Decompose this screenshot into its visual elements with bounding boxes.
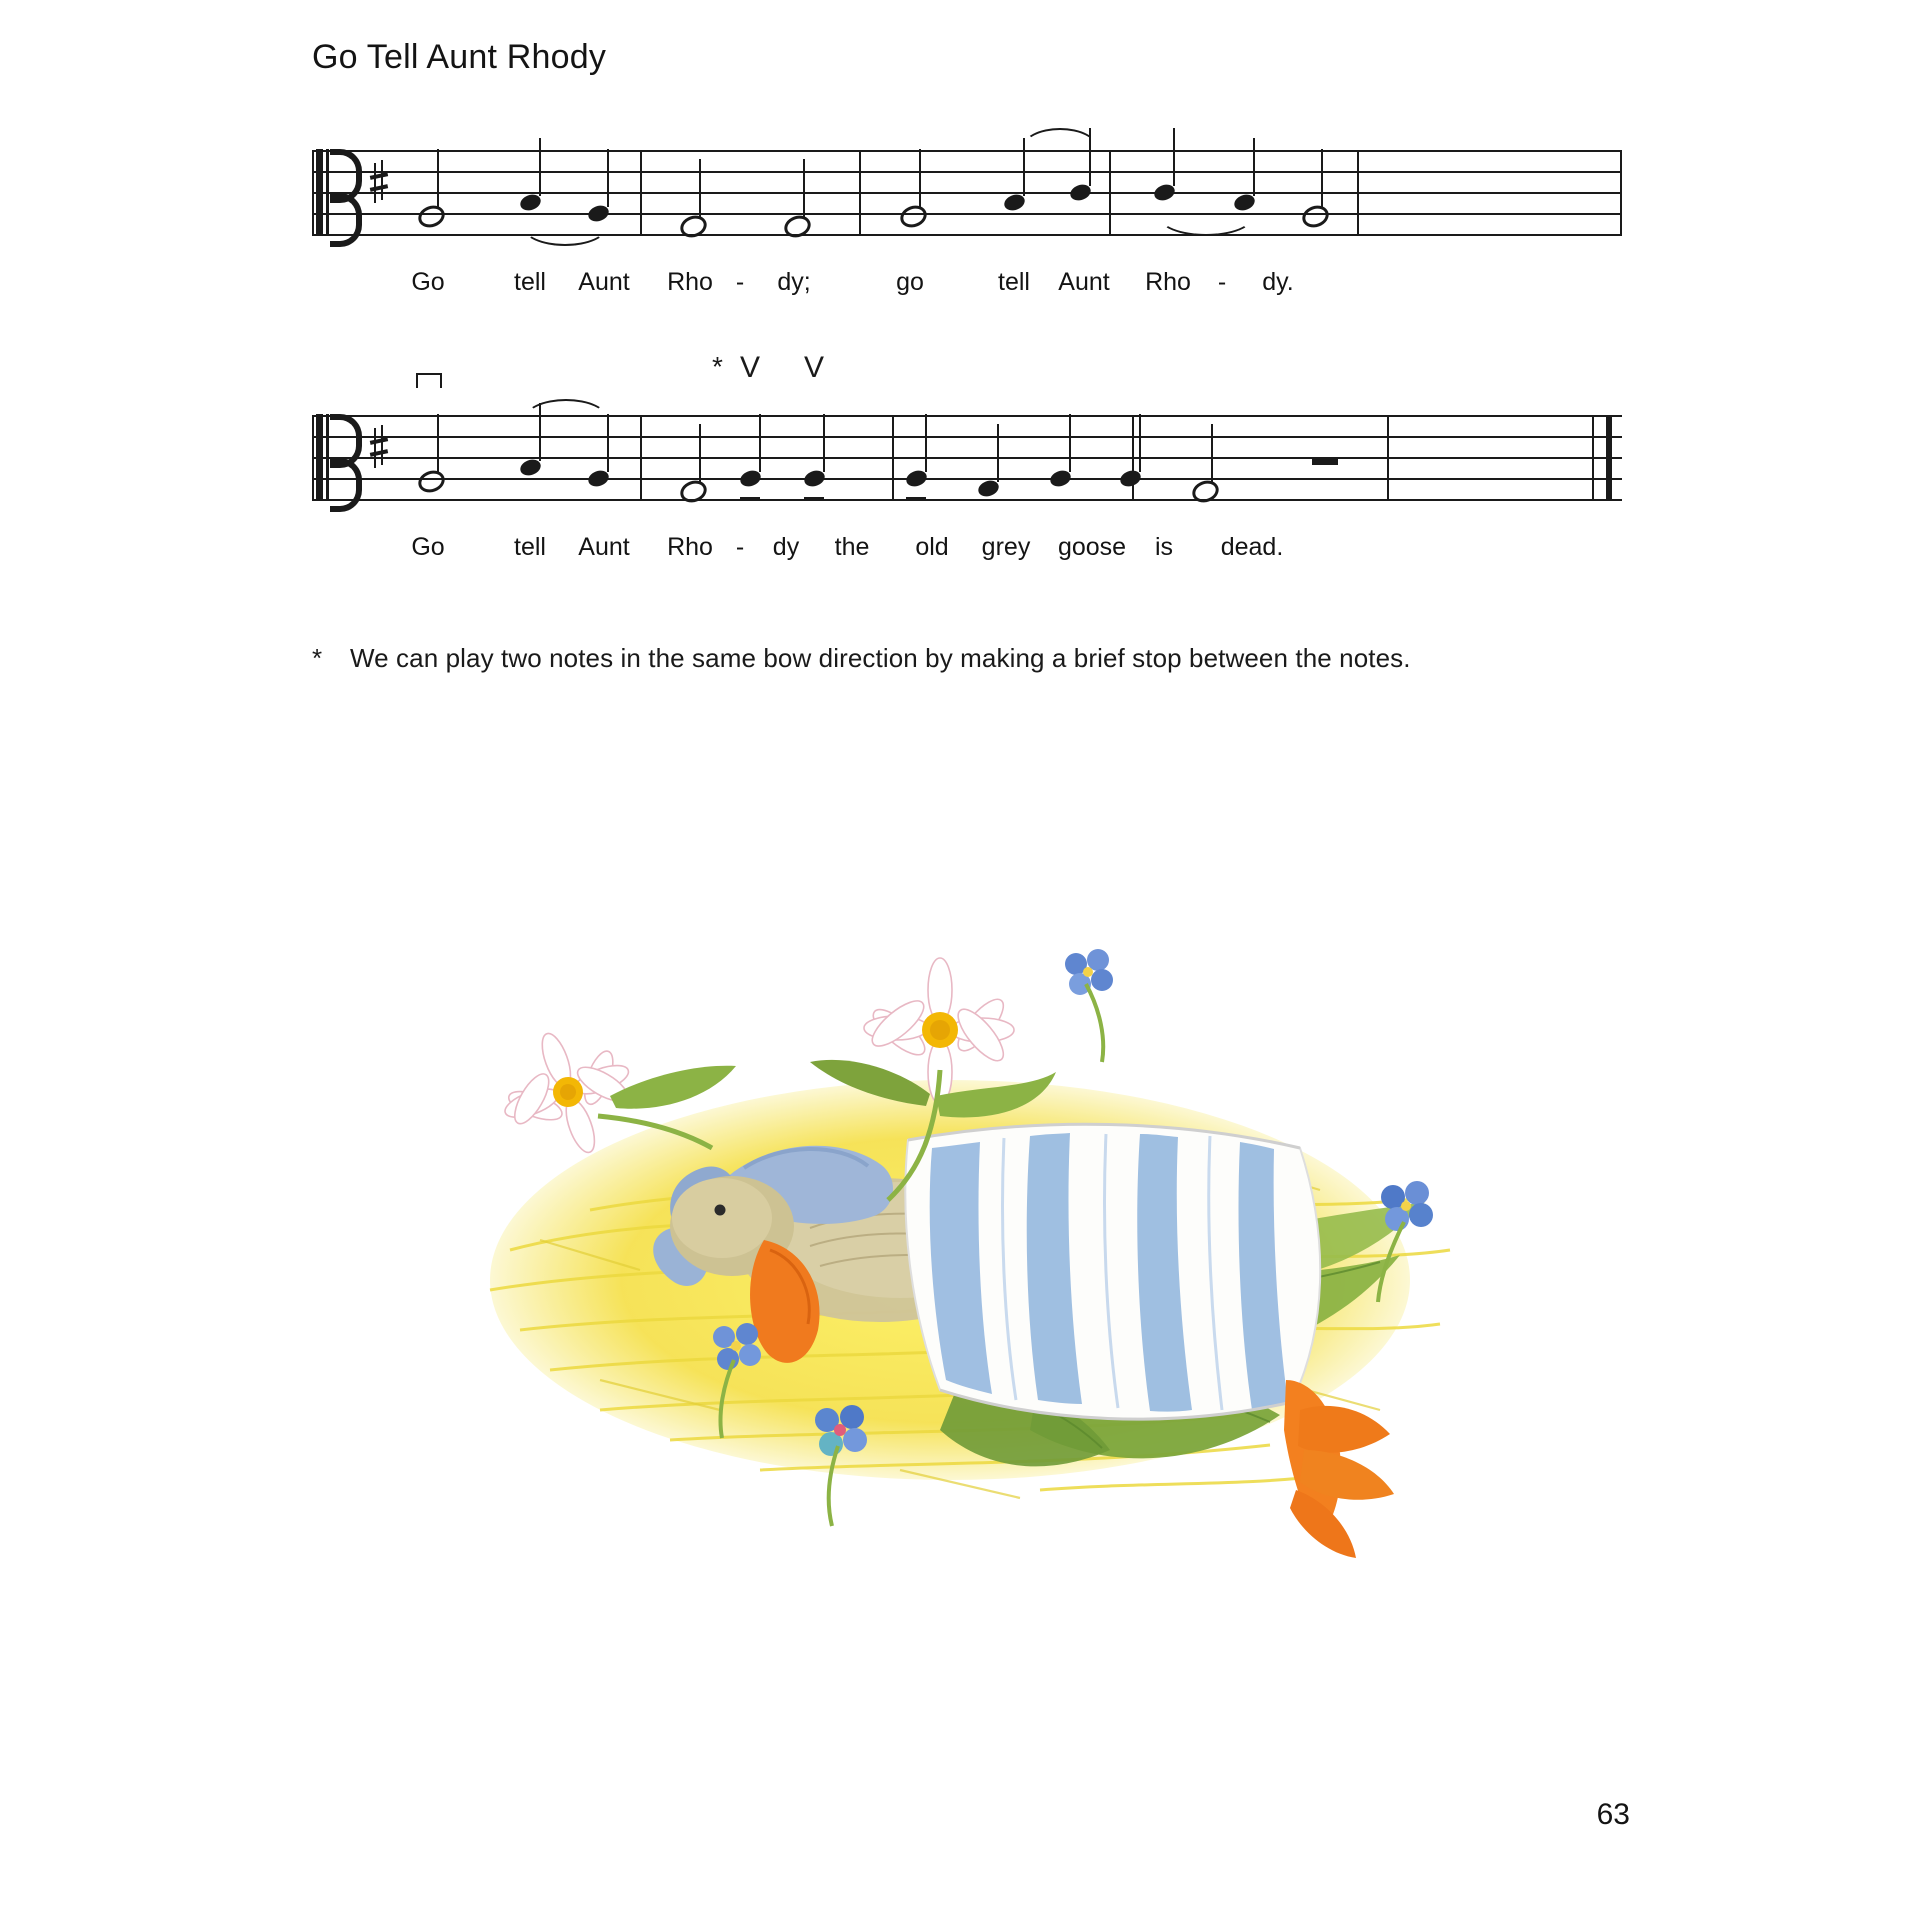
- tenuto-marking: [804, 497, 824, 500]
- lyric-syllable: old: [915, 533, 949, 561]
- lyric-syllable: Rho: [1145, 268, 1191, 296]
- lyric-syllable: Go: [411, 533, 445, 561]
- page-number: 63: [1596, 1798, 1630, 1831]
- half-rest: [1312, 457, 1338, 465]
- lyric-syllable: is: [1154, 533, 1174, 561]
- footnote-text: We can play two notes in the same bow direction by making a brief stop between the notes.: [350, 643, 1411, 673]
- staff-line: [312, 436, 1622, 438]
- final-barline: [1606, 415, 1612, 501]
- lyric-syllable: Rho: [667, 533, 713, 561]
- lyric-syllable: dy;: [777, 268, 811, 296]
- staff-line: [312, 499, 1622, 501]
- barline: [640, 150, 642, 236]
- footnote-marker: *: [312, 643, 323, 673]
- lyric-syllable: Rho: [667, 268, 713, 296]
- up-bow-marking: V: [804, 351, 825, 384]
- staff-line: [312, 192, 1622, 194]
- sleeping-goose-illustration: [340, 910, 1550, 1610]
- barline: [892, 415, 894, 501]
- lyric-syllable: go: [896, 268, 924, 296]
- staff-line: [312, 171, 1622, 173]
- barline: [1592, 415, 1594, 501]
- lyric-hyphen: -: [735, 533, 745, 561]
- asterisk-marking: *: [712, 351, 723, 382]
- lyric-hyphen: -: [1217, 268, 1227, 296]
- page-title: Go Tell Aunt Rhody: [312, 38, 607, 76]
- lyric-syllable: grey: [981, 533, 1031, 561]
- staff-line: [312, 478, 1622, 480]
- staff-line: [312, 150, 1622, 152]
- alto-clef-icon: [316, 147, 358, 239]
- staff-line: [312, 213, 1622, 215]
- up-bow-marking: V: [740, 351, 761, 384]
- footnote: [312, 640, 1632, 678]
- lyric-syllable: tell: [514, 268, 546, 296]
- slur: [1022, 128, 1098, 152]
- barline: [1387, 415, 1389, 501]
- barline: [1357, 150, 1359, 236]
- lyric-syllable: dy.: [1262, 268, 1294, 296]
- lyric-syllable: Go: [411, 268, 445, 296]
- alto-clef-icon: [316, 412, 358, 504]
- tenuto-marking: [906, 497, 926, 500]
- staff-lines: [312, 415, 1622, 503]
- barline: [640, 415, 642, 501]
- staff-line: [312, 234, 1622, 236]
- tenuto-marking: [740, 497, 760, 500]
- lyric-syllable: dy: [772, 533, 800, 561]
- staff-line: [312, 415, 1622, 417]
- staff-line: [312, 457, 1622, 459]
- lyric-syllable: Aunt: [578, 533, 630, 561]
- lyric-syllable: tell: [998, 268, 1030, 296]
- barline: [1620, 150, 1622, 236]
- barline: [1132, 415, 1134, 501]
- lyric-syllable: the: [834, 533, 870, 561]
- slur: [524, 399, 608, 423]
- lyric-hyphen: -: [735, 268, 745, 296]
- staff-lines: [312, 150, 1622, 238]
- down-bow-marking: [416, 373, 442, 388]
- sharp-icon: [370, 160, 388, 206]
- lyric-syllable: Aunt: [578, 268, 630, 296]
- lyric-syllable: goose: [1057, 533, 1127, 561]
- lyric-syllable: dead.: [1220, 533, 1284, 561]
- barline: [1109, 150, 1111, 236]
- lyric-syllable: tell: [514, 533, 546, 561]
- slur: [522, 222, 608, 246]
- barline: [859, 150, 861, 236]
- sharp-icon: [370, 425, 388, 471]
- lyric-syllable: Aunt: [1058, 268, 1110, 296]
